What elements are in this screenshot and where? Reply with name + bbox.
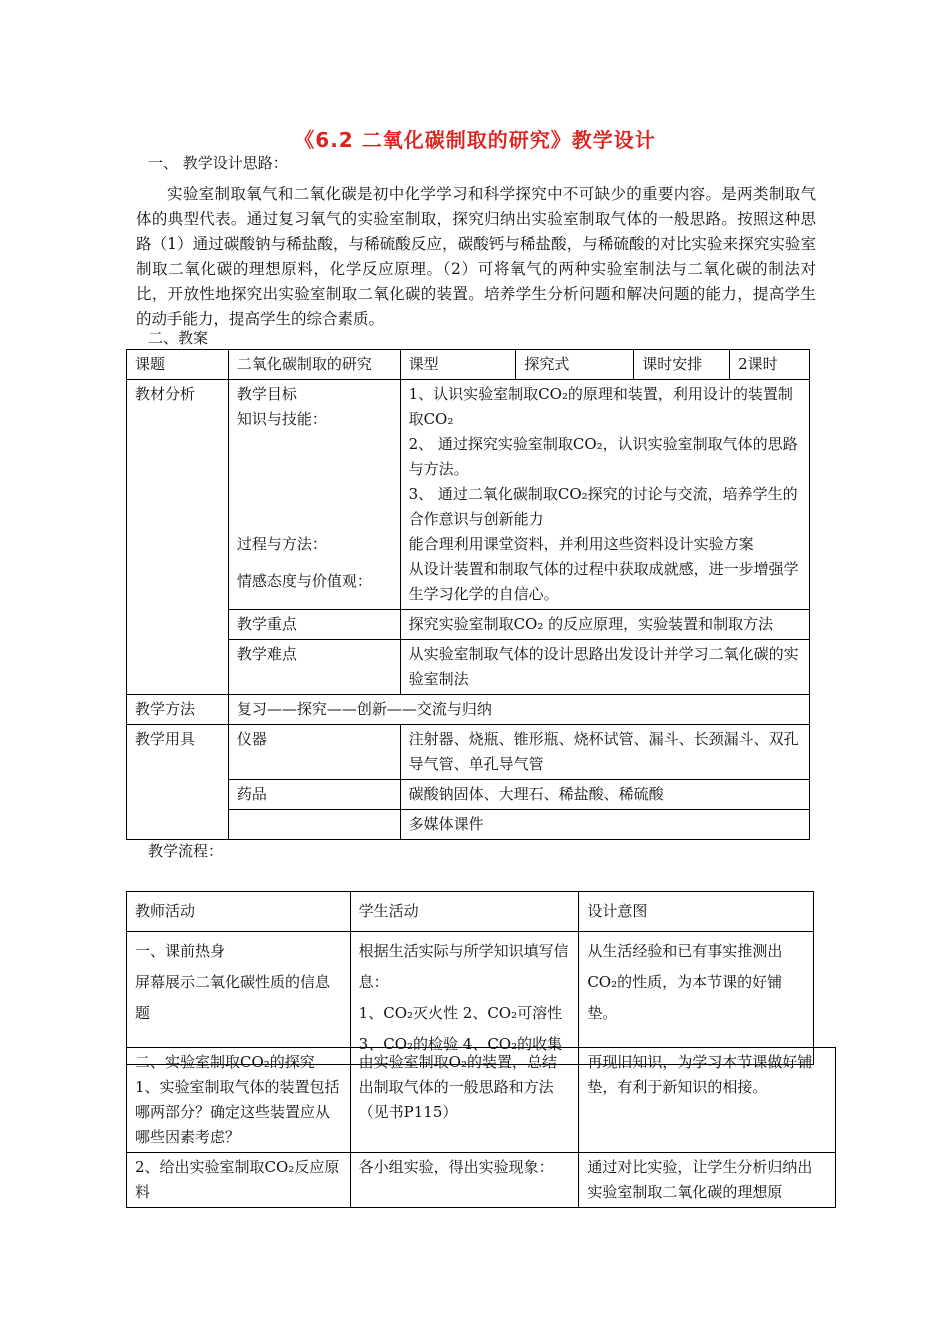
goal-3: 3、 通过二氧化碳制取CO₂探究的讨论与交流，培养学生的合作意识与创新能力	[408, 485, 798, 528]
hours-label: 课时安排	[634, 350, 730, 380]
tools-label: 教学用具	[127, 725, 229, 840]
flow-table-header	[126, 891, 814, 1065]
drug-text: 碳酸钠固体、大理石、稀盐酸、稀硫酸	[400, 780, 809, 810]
r1-student-c: 3、CO₂的检验 4、CO₂的收集	[358, 1035, 563, 1053]
teacher-header: 教师活动	[127, 892, 351, 932]
hours-value: 2课时	[730, 350, 810, 380]
table-row	[127, 350, 810, 380]
intent-header: 设计意图	[579, 892, 814, 932]
method-label: 教学方法	[127, 695, 229, 725]
table-row	[127, 810, 810, 840]
section-heading-2: 二、教案	[148, 329, 209, 347]
r1-teacher-b: 屏幕展示二氧化碳性质的信息题	[135, 973, 331, 1022]
table-row	[127, 725, 810, 780]
emotion-text: 从设计装置和制取气体的过程中获取成就感，进一步增强学生学习化学的自信心。	[408, 560, 799, 603]
instrument-label: 仪器	[228, 725, 400, 780]
empty-cell	[228, 810, 400, 840]
r2-student: 由实验室制取O₂的装置，总结出制取气体的一般思路和方法（见书P115）	[350, 1048, 579, 1153]
difficulty-label: 教学难点	[228, 640, 400, 695]
emotion-label: 情感态度与价值观：	[236, 572, 372, 590]
table-row	[127, 695, 810, 725]
table-row	[127, 780, 810, 810]
r1-student-b: 1、CO₂灭火性 2、CO₂可溶性	[358, 1004, 563, 1022]
goal-1: 1、认识实验室制取CO₂的原理和装置，利用设计的装置制取CO₂	[408, 385, 793, 428]
r1-student-a: 根据生活实际与所学知识填写信息：	[358, 942, 569, 991]
flow-table-body	[126, 1047, 836, 1208]
r2-intent: 再现旧知识，为学习本节课做好铺垫，有利于新知识的相接。	[579, 1048, 836, 1153]
method-text: 复习——探究——创新——交流与归纳	[228, 695, 809, 725]
table-row	[127, 892, 814, 932]
student-header: 学生活动	[350, 892, 579, 932]
r3-teacher: 2、给出实验室制取CO₂反应原料	[127, 1153, 351, 1208]
drug-label: 药品	[228, 780, 400, 810]
table-row	[127, 932, 814, 1065]
goal-2: 2、 通过探究实验室制取CO₂，认识实验室制取气体的思路与方法。	[408, 435, 798, 478]
r1-student	[350, 932, 579, 1065]
r3-student: 各小组实验，得出实验现象：	[350, 1153, 579, 1208]
process-text: 能合理利用课堂资料，并利用这些资料设计实验方案	[408, 535, 754, 553]
table-row	[127, 1048, 836, 1153]
lesson-plan-table	[126, 349, 810, 840]
r1-teacher-a: 一、课前热身	[135, 942, 226, 960]
flow-heading: 教学流程：	[148, 842, 224, 860]
r1-intent: 从生活经验和已有事实推测出CO₂的性质，为本节课的好铺垫。	[579, 932, 814, 1065]
r3-intent: 通过对比实验，让学生分析归纳出实验室制取二氧化碳的理想原	[579, 1153, 836, 1208]
table-row	[127, 1153, 836, 1208]
r1-teacher	[127, 932, 351, 1065]
goals-text-cell	[400, 380, 809, 610]
design-idea-paragraph: 实验室制取氧气和二氧化碳是初中化学学习和科学探究中不可缺少的重要内容。是两类制取气体的典型代表。通过复习氧气的实验室制取，探究归纳出实验室制取气体的一般思路。按照这种思路（1）通过碳酸钠与稀盐酸，与稀硫酸反应，碳酸钙与稀盐酸，与稀硫酸的对比实验来探究实验室制取二氧化碳的理想原料，化学反应原理。（2）可将氧气的两种实验室制法与二氧化碳的制法对比，开放性地探究出实验室制取二氧化碳的装置。培养学生分析问题和解决问题的能力，提高学生的动手能力，提高学生的综合素质。	[136, 185, 816, 328]
key-label: 教学重点	[228, 610, 400, 640]
instrument-text: 注射器、烧瓶、锥形瓶、烧杯试管、漏斗、长颈漏斗、双孔导气管、单孔导气管	[400, 725, 809, 780]
type-label: 课型	[400, 350, 516, 380]
knowledge-label: 知识与技能：	[236, 410, 327, 428]
table-row	[127, 610, 810, 640]
key-text: 探究实验室制取CO₂ 的反应原理，实验装置和制取方法	[400, 610, 809, 640]
section-heading-1: 一、 教学设计思路：	[148, 154, 288, 172]
analysis-label: 教材分析	[127, 380, 229, 695]
document-title: 《6.2 二氧化碳制取的研究》教学设计	[294, 128, 656, 152]
topic-value: 二氧化碳制取的研究	[228, 350, 400, 380]
table-row	[127, 380, 810, 610]
goals-cell	[228, 380, 400, 610]
r2-teacher: 二、实验室制取CO₂的探究 1、实验室制取气体的装置包括哪两部分？确定这些装置应从哪些因素考虑？	[127, 1048, 351, 1153]
process-label: 过程与方法：	[236, 535, 327, 553]
media-text: 多媒体课件	[400, 810, 809, 840]
topic-label: 课题	[127, 350, 229, 380]
goal-label: 教学目标	[236, 385, 297, 403]
type-value: 探究式	[516, 350, 634, 380]
difficulty-text: 从实验室制取气体的设计思路出发设计并学习二氧化碳的实验室制法	[400, 640, 809, 695]
table-row	[127, 640, 810, 695]
